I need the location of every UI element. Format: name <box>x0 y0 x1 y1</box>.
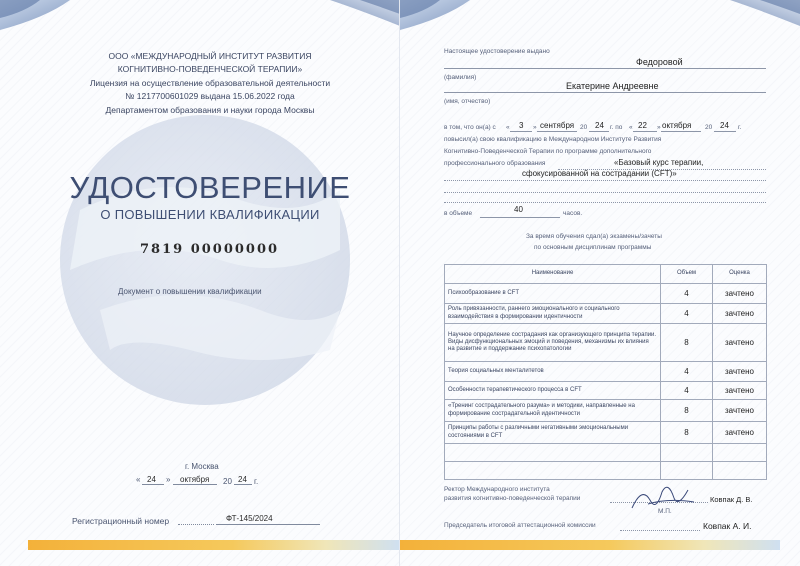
hours-prefix: в объеме <box>444 210 473 217</box>
subject-name: Психообразование в CFT <box>445 284 661 304</box>
end-month: октября <box>662 121 692 130</box>
hours-total: 40 <box>514 205 523 214</box>
subject-grade: зачтено <box>713 324 767 362</box>
start-year: 24 <box>595 121 604 130</box>
text-line-4: профессионального образования <box>444 160 546 167</box>
table-row <box>445 304 767 324</box>
globe-watermark <box>40 110 370 410</box>
table-row <box>445 422 767 444</box>
decorative-bar <box>400 540 780 550</box>
subject-name: «Тренинг сострадательного разума» и методики, направленные на формирование сострадательной идентичности <box>445 400 661 422</box>
document-type: Документ о повышении квалификации <box>118 287 262 296</box>
org-line: Лицензия на осуществление образовательной деятельности <box>89 77 331 88</box>
exams-line-1: За время обучения сдал(а) экзамены/зачеты <box>526 233 662 240</box>
issue-year-prefix: 20 <box>223 477 232 486</box>
subject-grade: зачтено <box>713 422 767 444</box>
surname-caption: (фамилия) <box>444 74 477 81</box>
org-line: КОГНИТИВНО-ПОВЕДЕНЧЕСКОЙ ТЕРАПИИ» <box>117 64 303 75</box>
start-day: 3 <box>519 121 524 130</box>
given-names-caption: (имя, отчество) <box>444 98 491 105</box>
org-line: Департаментом образования и науки города Москвы <box>105 104 315 115</box>
program-name-line-2: сфокусированной на сострадании (CFT)» <box>522 169 677 178</box>
stamp-label: М.П. <box>658 508 672 515</box>
table-row <box>445 382 767 400</box>
subject-hours: 4 <box>661 304 713 324</box>
decorative-banner <box>400 0 800 36</box>
issue-year: 24 <box>238 475 247 484</box>
subject-name: Роль привязанности, раннего эмоционального и социального взаимодействия в формировании идентичности <box>445 304 661 324</box>
table-row <box>445 284 767 304</box>
end-day: 22 <box>638 121 647 130</box>
end-year-prefix: 20 <box>705 124 713 131</box>
issue-city: г. Москва <box>185 462 219 471</box>
text-line-3: Когнитивно-Поведенческой Терапии по программе дополнительного <box>444 148 652 155</box>
decorative-bar <box>28 540 400 550</box>
text-line-2: повысил(а) свою квалификацию в Международном Институте Развития <box>444 136 662 143</box>
start-month: сентября <box>540 121 575 130</box>
recipient-surname: Федоровой <box>636 57 683 67</box>
rector-label: Ректор Международного института развития когнитивно-поведенческой терапии <box>444 486 581 502</box>
start-year-prefix: 20 <box>580 124 588 131</box>
subject-hours: 8 <box>661 422 713 444</box>
registration-number: ФТ-145/2024 <box>226 514 273 523</box>
subject-name: Научное определение сострадания как организующего принципа терапии. Виды дисфункциональных эмоций и поведения, механизмы их влияния на развитие и поддержание психопатологии <box>445 324 661 362</box>
org-line: ООО «МЕЖДУНАРОДНЫЙ ИНСТИТУТ РАЗВИТИЯ <box>108 51 312 61</box>
to-word: г. по <box>610 124 623 131</box>
table-row-empty <box>445 462 767 480</box>
subject-name: Принципы работы с различными негативными эмоциональными состояниями в CFT <box>445 422 661 444</box>
certificate-number: 7819 00000000 <box>140 242 280 257</box>
subject-grade: зачтено <box>713 284 767 304</box>
rector-name: Ковпак Д. В. <box>710 495 753 504</box>
registration-label: Регистрационный номер <box>72 516 170 526</box>
table-row <box>445 324 767 362</box>
hours-suffix: часов. <box>563 210 583 217</box>
commission-chair-name: Ковпак А. И. <box>703 521 752 531</box>
end-year: 24 <box>720 121 729 130</box>
table-row-empty <box>445 444 767 462</box>
period-prefix: в том, что он(а) с <box>444 124 496 131</box>
decorative-banner <box>0 0 400 36</box>
subject-name: Теория социальных менталитетов <box>445 362 661 382</box>
program-name-line-1: «Базовый курс терапии, <box>614 158 704 167</box>
subjects-table <box>444 264 767 480</box>
certificate-left-page: ООО «МЕЖДУНАРОДНЫЙ ИНСТИТУТ РАЗВИТИЯ КОГНИТИВНО-ПОВЕДЕНЧЕСКОЙ ТЕРАПИИ» Лицензия на осуществление образовательной деятельности № 1217700601029 выдана 15.06.2022 года Департаментом образования и науки города Москвы УДОСТОВЕРЕНИЕ О ПОВЫШЕНИИ КВАЛИФИКАЦИИ 7819 00000000 Документ о повышении квалификации г. Москва « 24 » октября 20 24 г. Регистрационный номер ФТ-145/2024 <box>0 0 400 566</box>
issue-year-suffix: г. <box>254 477 259 486</box>
subject-grade: зачтено <box>713 362 767 382</box>
commission-label: Председатель итоговой аттестационной комиссии <box>444 522 596 529</box>
header-grade: Оценка <box>713 265 767 284</box>
subject-name: Особенности терапевтического процесса в CFT <box>445 382 661 400</box>
issued-to-label: Настоящее удостоверение выдано <box>444 48 550 55</box>
recipient-given-names: Екатерине Андреевне <box>566 81 659 91</box>
subject-grade: зачтено <box>713 400 767 422</box>
exams-line-2: по основным дисциплинам программы <box>534 244 652 251</box>
issue-day: 24 <box>147 475 156 484</box>
subject-hours: 4 <box>661 382 713 400</box>
subject-hours: 8 <box>661 400 713 422</box>
org-line: № 1217700601029 выдана 15.06.2022 года <box>125 91 295 102</box>
certificate-subtitle: О ПОВЫШЕНИИ КВАЛИФИКАЦИИ <box>100 207 320 222</box>
header-name: Наименование <box>445 265 661 284</box>
header-hours: Объем <box>661 265 713 284</box>
table-header-row <box>445 265 767 284</box>
subject-grade: зачтено <box>713 304 767 324</box>
subject-hours: 4 <box>661 284 713 304</box>
table-row <box>445 400 767 422</box>
subject-grade: зачтено <box>713 382 767 400</box>
year-suffix: г. <box>738 124 742 131</box>
issue-month: октября <box>180 475 210 484</box>
subject-hours: 4 <box>661 362 713 382</box>
organization-header <box>30 50 390 117</box>
subject-hours: 8 <box>661 324 713 362</box>
certificate-title: УДОСТОВЕРЕНИЕ <box>69 170 351 205</box>
table-row <box>445 362 767 382</box>
